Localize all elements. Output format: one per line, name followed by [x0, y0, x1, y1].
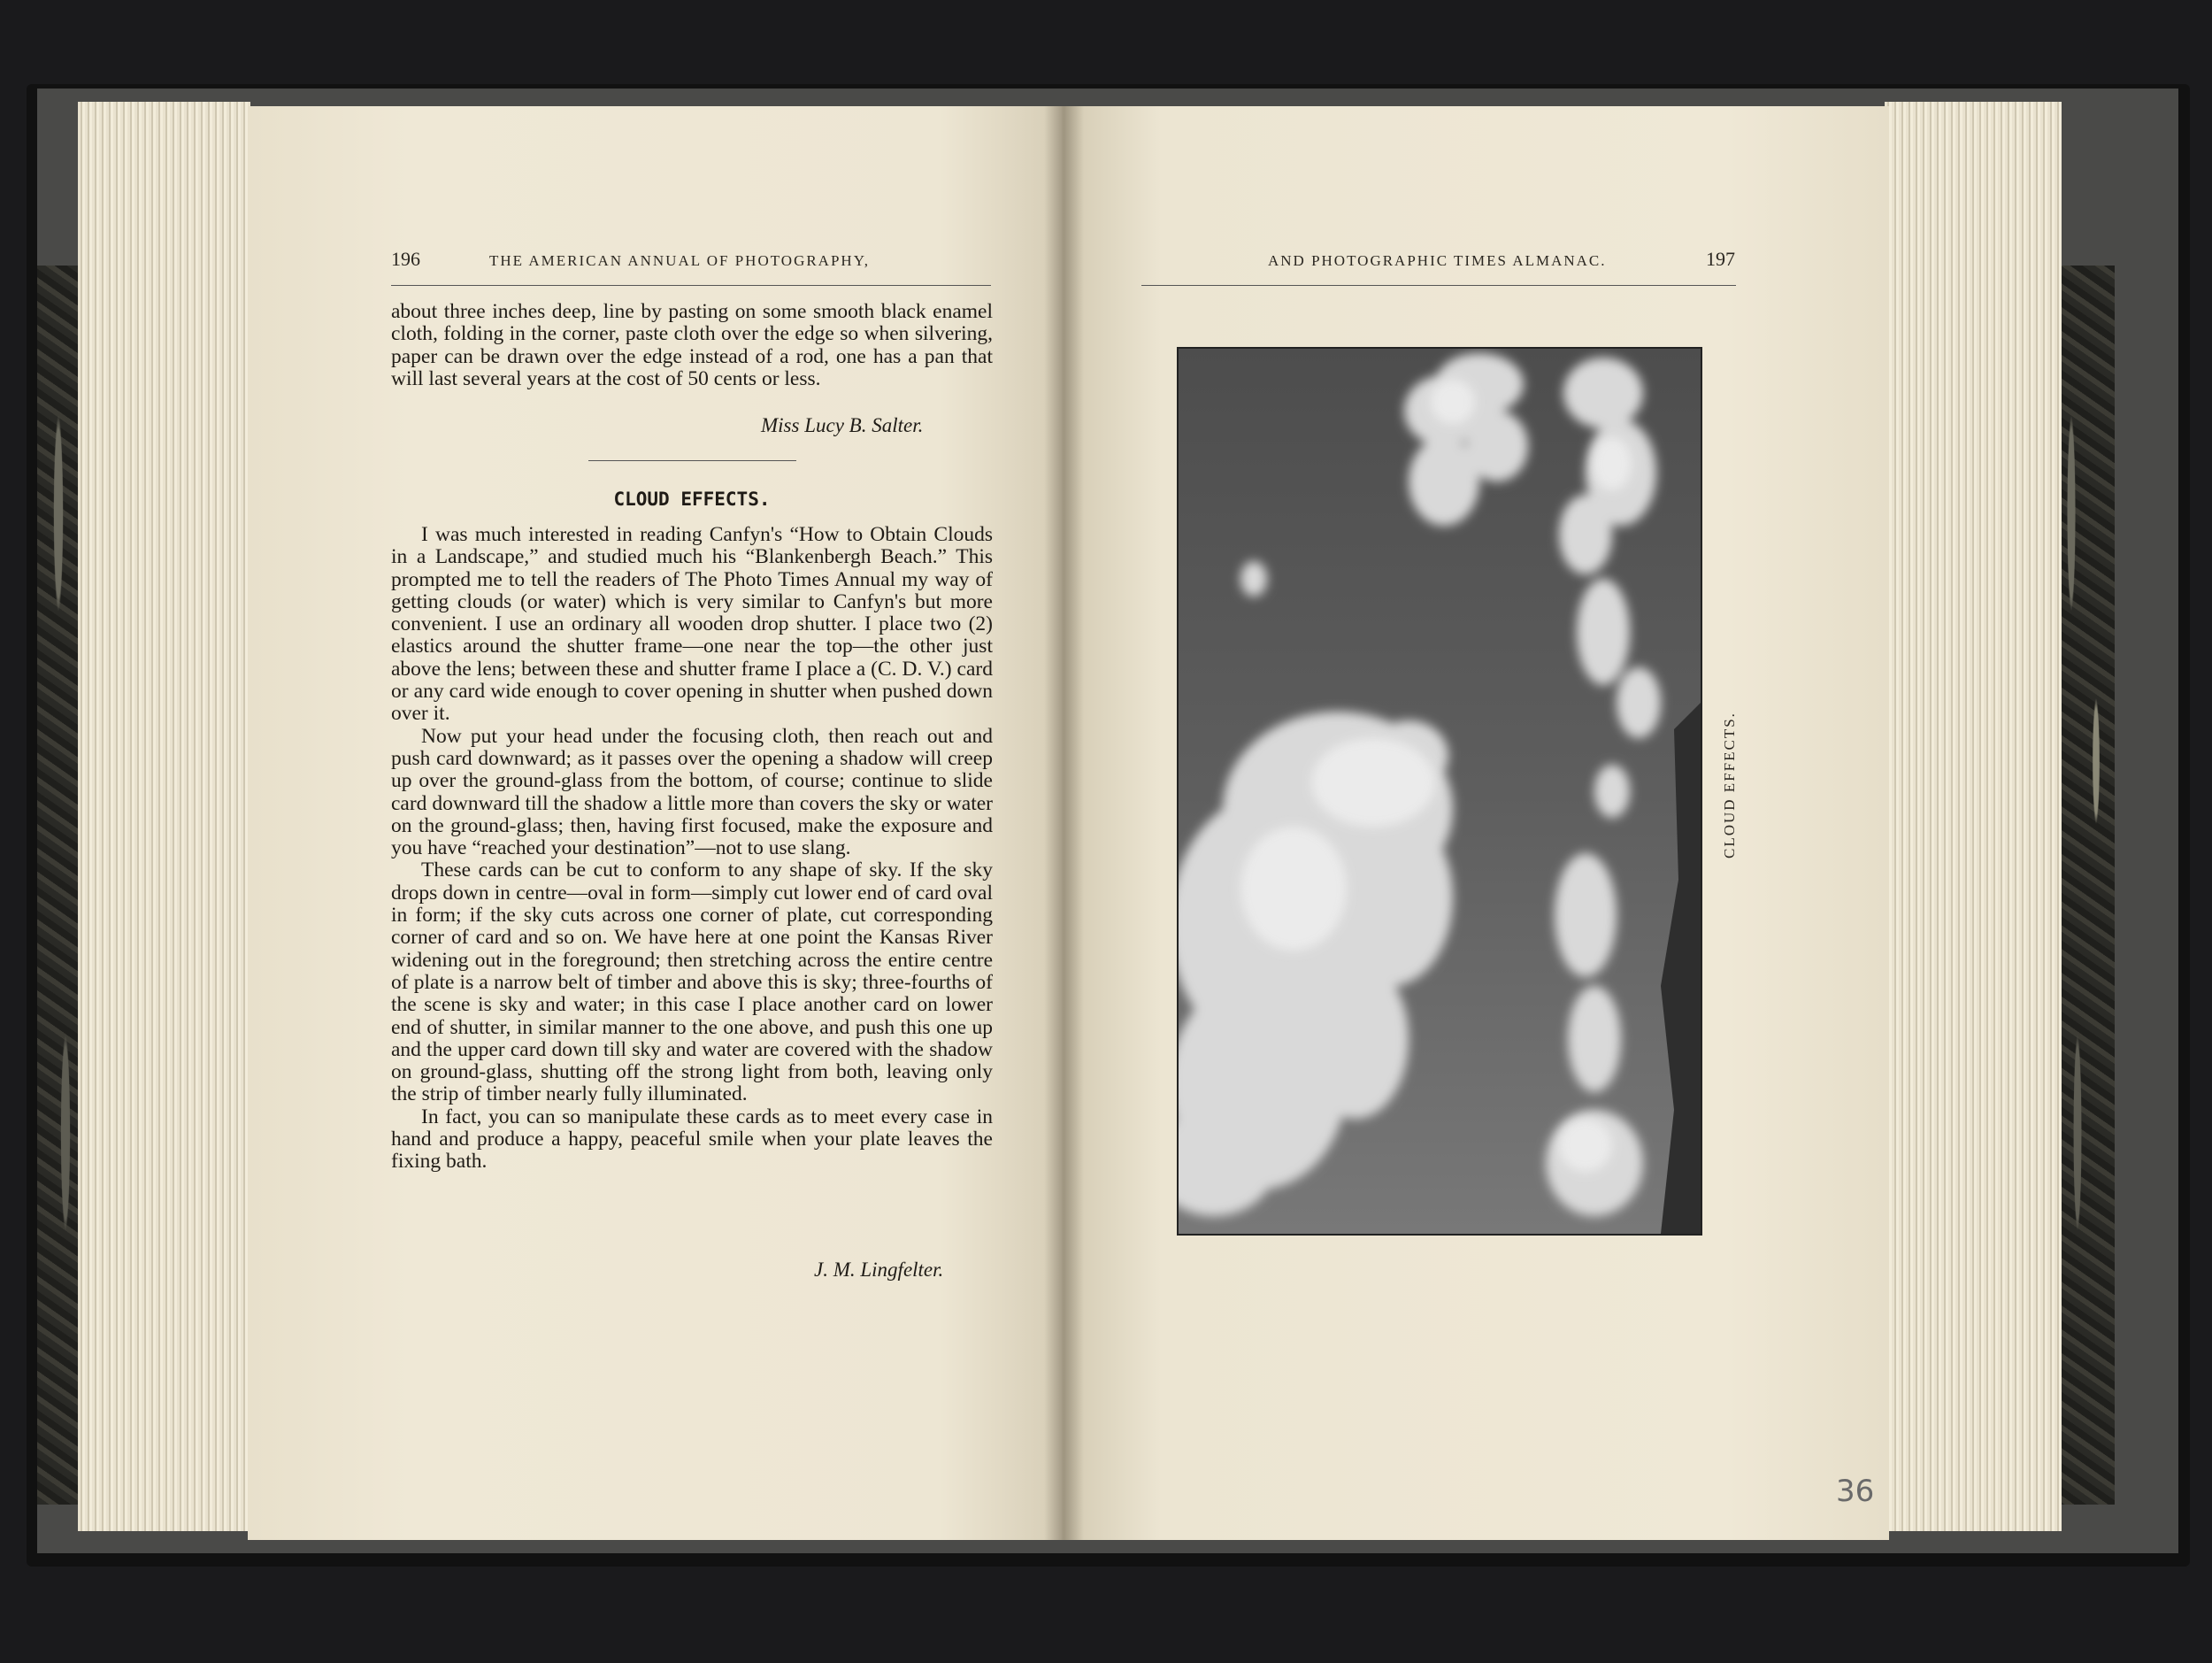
- article-signature: J. M. Lingfelter.: [814, 1259, 944, 1281]
- page-edges-right: [1885, 102, 2062, 1531]
- plate-caption: CLOUD EFFECTS.: [1721, 712, 1738, 858]
- book-gutter: [1044, 106, 1084, 1540]
- marbled-board-right: [2053, 266, 2115, 1505]
- right-head-rule: [1141, 285, 1736, 286]
- left-head-rule: [391, 285, 991, 286]
- section-heading: CLOUD EFFECTS.: [613, 489, 771, 510]
- intro-text: about three inches deep, line by pasting on some smooth black enamel cloth, folding in the corner, paste cloth over the edge so when silvering, paper can be drawn over the edge instead of a rod, one has a pan that will last several years at the cost of 50 cents or less.: [391, 300, 993, 390]
- intro-signature: Miss Lucy B. Salter.: [761, 414, 924, 436]
- article-paragraph: These cards can be cut to conform to any shape of sky. If the sky drops down in centre—oval in form—simply cut lower end of card oval in form; if the sky cuts across one corner of plate, cut corresponding corner of card and so on. We have here at one point the Kansas River widening out in the foreground; then stretching across the entire centre of plate is a narrow belt of timber and above this is sky; three-fourths of the scene is sky and water; in this case I place another card on lower end of shutter, in similar manner to the one above, and push this one up and the upper card down till sky and water are covered with the shadow on ground-glass, shutting off the strong light from both, leaving only the strip of timber nearly fully illuminated.: [391, 858, 993, 1106]
- article-body: [391, 524, 993, 1174]
- article-paragraph: I was much interested in reading Canfyn's “How to Obtain Clouds in a Landscape,” and studied much his “Blankenbergh Beach.” This prompted me to tell the readers of The Photo Times Annual my way of getting clouds (or water) which is very similar to Canfyn's but more convenient. I use an ordinary all wooden drop shutter. I place two (2) elastics around the shutter frame—one near the top—the other just above the lens; between these and shutter frame I place a (C. D. V.) card or any card wide enough to cover opening in shutter when pushed down over it.: [391, 523, 993, 726]
- cloud-photograph: [1177, 347, 1702, 1236]
- article-paragraph: In fact, you can so manipulate these cards as to meet every case in hand and produce a happy, peaceful smile when your plate leaves the fixing bath.: [391, 1105, 993, 1174]
- right-folio: 197: [1706, 248, 1735, 270]
- section-divider: [588, 460, 796, 461]
- page-edges-left: [78, 102, 250, 1531]
- left-running-head: THE AMERICAN ANNUAL OF PHOTOGRAPHY,: [489, 252, 871, 269]
- cloud-photograph-image: [1179, 349, 1701, 1234]
- article-paragraph: Now put your head under the focusing cloth, then reach out and push card downward; as it passes over the opening a shadow will creep up over the ground-glass from the bottom, of course; continue to slide card downward till the shadow a little more than covers the sky or water on the ground-glass; then, having first focused, make the exposure and you have “reached your destination”—not to use slang.: [391, 724, 993, 860]
- right-running-head: AND PHOTOGRAPHIC TIMES ALMANAC.: [1268, 252, 1607, 269]
- intro-paragraph: [391, 301, 993, 390]
- pencil-page-mark: 36: [1836, 1474, 1875, 1509]
- left-folio: 196: [391, 248, 420, 270]
